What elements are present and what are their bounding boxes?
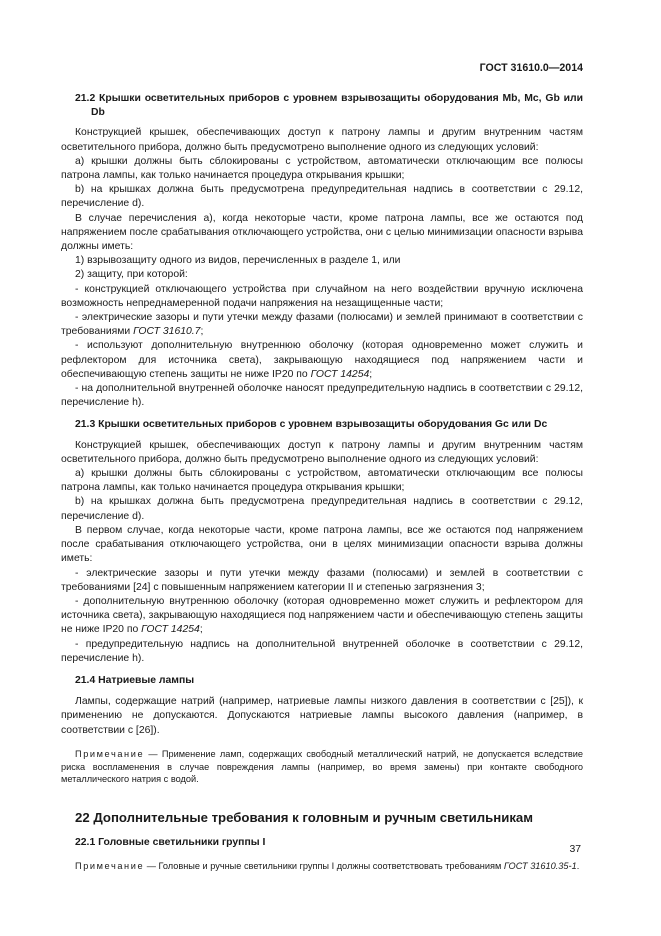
text-run: ; (200, 326, 204, 338)
page-number: 37 (569, 844, 581, 855)
text-run: - электрические зазоры и пути утечки между фазами (полюсами) и землей принимают в соответствии с требованиями (61, 312, 583, 338)
note-text: — Головные и ручные светильники группы I должны соответствовать требованиям (144, 861, 504, 872)
paragraph: Конструкцией крышек, обеспечивающих доступ к патрону лампы и другим внутренним частям осветительного прибора, должно быть предусмотрено выполнение одного из следующих условий: (61, 127, 583, 153)
standard-reference: ГОСТ 14254 (310, 368, 370, 380)
text-run: ; (369, 368, 373, 380)
dash-item: - электрические зазоры и пути утечки между фазами (полюсами) и землей в соответствии с требованиями [24] с повышенным напряжением категории II и степенью загрязнения 3; (61, 567, 583, 593)
note-label: Примечание (75, 861, 145, 872)
text-run: ; (199, 624, 203, 636)
section-21-2-title: 21.2 Крышки осветительных приборов с уровнем взрывозащиты оборудования Mb, Mc, Gb или Db (75, 93, 583, 119)
note (61, 748, 583, 786)
dash-item: - конструкцией отключающего устройства при случайном на него воздействии вручную исключена возможность непреднамеренной подачи напряжения на незащищенные части; (61, 283, 583, 309)
paragraph: Лампы, содержащие натрий (например, натриевые лампы низкого давления в соответствии с [25]), к применению не допускаются. Допускаются натриевые лампы высокого давления (например, в соответствии с [26]). (61, 696, 583, 736)
list-item-1: 1) взрывозащиту одного из видов, перечисленных в разделе 1, или (75, 255, 401, 267)
list-item-b: b) на крышках должна быть предусмотрена предупредительная надпись в соответствии с 29.12, перечисление d). (61, 184, 583, 210)
section-21-3-title: 21.3 Крышки осветительных приборов с уровнем взрывозащиты оборудования Gc или Dc (75, 419, 548, 431)
list-item-2: 2) защиту, при которой: (75, 269, 188, 281)
dash-item (61, 339, 583, 382)
dash-item: - на дополнительной внутренней оболочке наносят предупредительную надпись в соответствии с 29.12, перечисление h). (61, 383, 583, 409)
paragraph: Конструкцией крышек, обеспечивающих доступ к патрону лампы и другим внутренним частям осветительного прибора, должно быть предусмотрено выполнение одного из следующих условий: (61, 439, 583, 465)
note-label: Примечание (75, 748, 145, 759)
dash-item: - предупредительную надпись на дополнительной внутренней оболочке в соответствии с 29.12, перечисление h). (61, 638, 583, 664)
text-run: - дополнительную внутреннюю оболочку (которая одновременно может служить и рефлектором для источника света), закрывающую находящиеся под напряжением части и обеспечивающую степень защиты не ниже IP20 по (61, 595, 583, 636)
section-22-1-title: 22.1 Головные светильники группы I (75, 837, 266, 849)
dash-item (61, 311, 583, 339)
note (61, 860, 583, 873)
standard-reference: ГОСТ 31610.7 (133, 326, 201, 338)
note-text: — Применение ламп, содержащих свободный металлический натрий, не допускается вследствие риска воспламенения в случае повреждения лампы (например, во время замены) при контакте свободного металлического натрия с водой. (61, 748, 583, 785)
section-21-4-title: 21.4 Натриевые лампы (75, 674, 195, 686)
paragraph: В первом случае, когда некоторые части, кроме патрона лампы, все же остаются под напряжением после срабатывания отключающего устройства, они в целях минимизации опасности взрыва должны иметь: (61, 524, 583, 565)
text-run: - используют дополнительную внутреннюю оболочку (которая одновременно может служить и рефлектором для источника света), закрывающую находящиеся под напряжением части и обеспечивающую степень защиты не ниже IP20 по (61, 340, 583, 380)
note-text: . (576, 861, 580, 872)
standard-reference: ГОСТ 14254 (141, 624, 200, 636)
dash-item (61, 595, 583, 638)
list-item-a: а) крышки должны быть сблокированы с устройством, автоматически отключающим все полюсы патрона лампы, как только начинается процедура открывания крышки; (61, 468, 583, 494)
page-content (61, 92, 583, 873)
document-code-header: ГОСТ 31610.0—2014 (479, 62, 583, 74)
paragraph: В случае перечисления а), когда некоторые части, кроме патрона лампы, все же остаются под напряжением после срабатывания отключающего устройства, они с целью минимизации опасности взрыва должны иметь: (61, 212, 583, 253)
list-item-b: b) на крышках должна быть предусмотрена предупредительная надпись в соответствии с 29.12, перечисление d). (61, 496, 583, 522)
section-22-title: 22 Дополнительные требования к головным и ручным светильникам (75, 810, 534, 826)
list-item-a: а) крышки должны быть сблокированы с устройством, автоматически отключающим все полюсы патрона лампы, как только начинается процедура открывания крышки; (61, 155, 583, 182)
standard-reference: ГОСТ 31610.35-1 (503, 861, 577, 872)
